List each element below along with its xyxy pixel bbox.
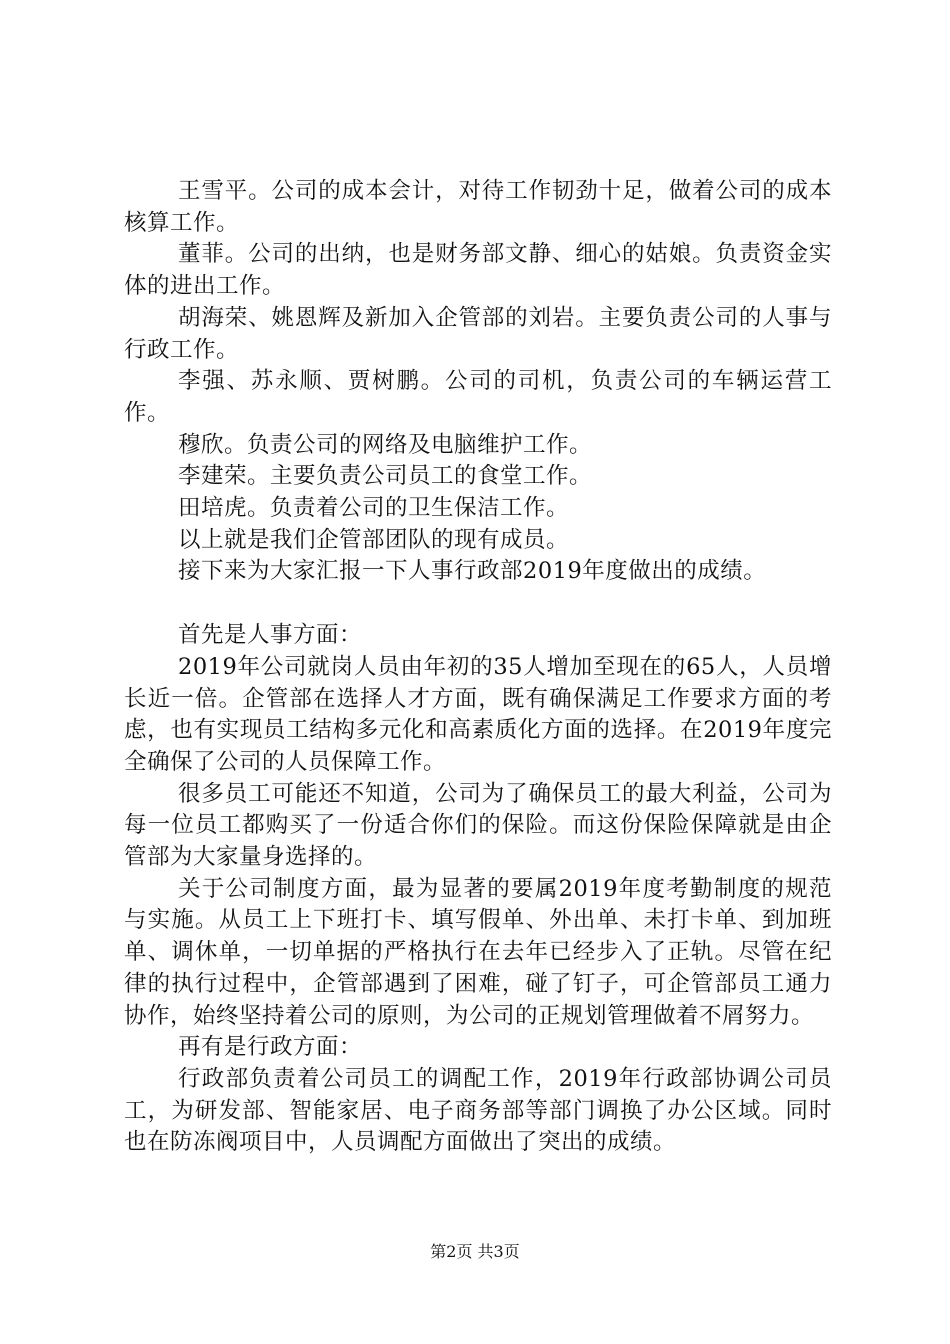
paragraph: 李强、苏永顺、贾树鹏。公司的司机，负责公司的车辆运营工作。 <box>124 368 832 426</box>
paragraph-spacer <box>124 588 832 620</box>
paragraph: 行政部负责着公司员工的调配工作，2019年行政部协调公司员工，为研发部、智能家居、电子商务部等部门调换了办公区域。同时也在防冻阀项目中，人员调配方面做出了突出的成绩。 <box>124 1065 832 1156</box>
section-heading-administration: 再有是行政方面： <box>178 1034 363 1061</box>
document-body <box>124 176 832 1159</box>
paragraph: 2019年公司就岗人员由年初的35人增加至现在的65人，人员增长近一倍。企管部在选择人才方面，既有确保满足工作要求方面的考虑，也有实现员工结构多元化和高素质化方面的选择。在2019年度完全确保了公司的人员保障工作。 <box>124 653 832 775</box>
paragraph: 接下来为大家汇报一下人事行政部2019年度做出的成绩。 <box>178 558 767 585</box>
paragraph: 王雪平。公司的成本会计，对待工作韧劲十足，做着公司的成本核算工作。 <box>124 178 832 236</box>
paragraph: 田培虎。负责着公司的卫生保洁工作。 <box>178 495 570 522</box>
paragraph: 穆欣。负责公司的网络及电脑维护工作。 <box>178 431 593 458</box>
section-heading-personnel: 首先是人事方面： <box>178 622 363 649</box>
paragraph: 关于公司制度方面，最为显著的要属2019年度考勤制度的规范与实施。从员工上下班打卡、填写假单、外出单、未打卡单、到加班单、调休单，一切单据的严格执行在去年已经步入了正轨。尽管在纪律的执行过程中，企管部遇到了困难，碰了钉子，可企管部员工通力协作，始终坚持着公司的原则，为公司的正规划管理做着不屑努力。 <box>124 875 832 1029</box>
paragraph: 董菲。公司的出纳，也是财务部文静、细心的姑娘。负责资金实体的进出工作。 <box>124 241 832 300</box>
paragraph: 很多员工可能还不知道，公司为了确保员工的最大利益，公司为每一位员工都购买了一份适合你们的保险。而这份保险保障就是由企管部为大家量身选择的。 <box>124 780 832 871</box>
page-number-footer: 第2页 共3页 <box>430 1242 520 1261</box>
paragraph: 胡海荣、姚恩辉及新加入企管部的刘岩。主要负责公司的人事与行政工作。 <box>124 304 832 363</box>
paragraph: 以上就是我们企管部团队的现有成员。 <box>178 526 570 553</box>
paragraph: 李建荣。主要负责公司员工的食堂工作。 <box>178 463 593 490</box>
